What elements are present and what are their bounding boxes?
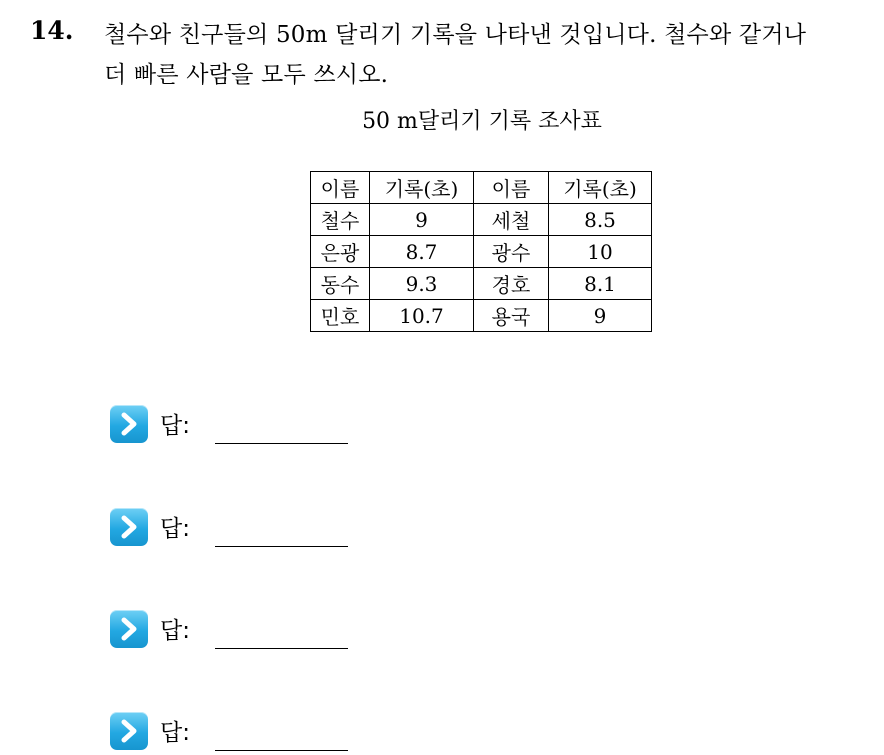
answer-label: 답:	[160, 516, 190, 542]
answer-blank[interactable]	[215, 648, 348, 649]
table-row	[311, 268, 652, 300]
table-cell: 10	[549, 236, 652, 268]
chevron-right-icon	[110, 405, 148, 443]
table-cell: 동수	[311, 268, 370, 300]
answer-line-2	[110, 508, 370, 548]
table-cell: 경호	[474, 268, 549, 300]
chevron-right-icon	[110, 610, 148, 648]
table-cell: 9	[370, 204, 474, 236]
table-cell: 9.3	[370, 268, 474, 300]
question-text-line-2: 더 빠른 사람을 모두 쓰시오.	[104, 62, 389, 88]
table-cell: 철수	[311, 204, 370, 236]
answer-label: 답:	[160, 413, 190, 439]
answer-blank[interactable]	[215, 750, 348, 751]
header-name-1: 이름	[311, 172, 370, 204]
table-header-row	[311, 172, 652, 204]
table-cell: 광수	[474, 236, 549, 268]
table-cell: 10.7	[370, 300, 474, 332]
table-cell: 8.5	[549, 204, 652, 236]
chevron-right-icon	[110, 508, 148, 546]
table-cell: 민호	[311, 300, 370, 332]
table-row	[311, 204, 652, 236]
chevron-right-icon	[110, 712, 148, 750]
records-table	[310, 171, 652, 332]
answer-blank[interactable]	[215, 443, 348, 444]
answer-line-4	[110, 712, 370, 752]
table-cell: 용국	[474, 300, 549, 332]
header-record-1: 기록(초)	[370, 172, 474, 204]
header-name-2: 이름	[474, 172, 549, 204]
table-cell: 세철	[474, 204, 549, 236]
question-number: 14.	[30, 16, 74, 45]
table-row	[311, 300, 652, 332]
table-title: 50 m달리기 기록 조사표	[362, 109, 602, 134]
answer-line-1	[110, 405, 370, 445]
answer-label: 답:	[160, 618, 190, 644]
header-record-2: 기록(초)	[549, 172, 652, 204]
table-cell: 9	[549, 300, 652, 332]
table-cell: 은광	[311, 236, 370, 268]
table-cell: 8.1	[549, 268, 652, 300]
answer-line-3	[110, 610, 370, 650]
answer-label: 답:	[160, 720, 190, 746]
table-row	[311, 236, 652, 268]
question-text-line-1: 철수와 친구들의 50m 달리기 기록을 나타낸 것입니다. 철수와 같거나	[104, 22, 807, 48]
table-cell: 8.7	[370, 236, 474, 268]
answer-blank[interactable]	[215, 546, 348, 547]
